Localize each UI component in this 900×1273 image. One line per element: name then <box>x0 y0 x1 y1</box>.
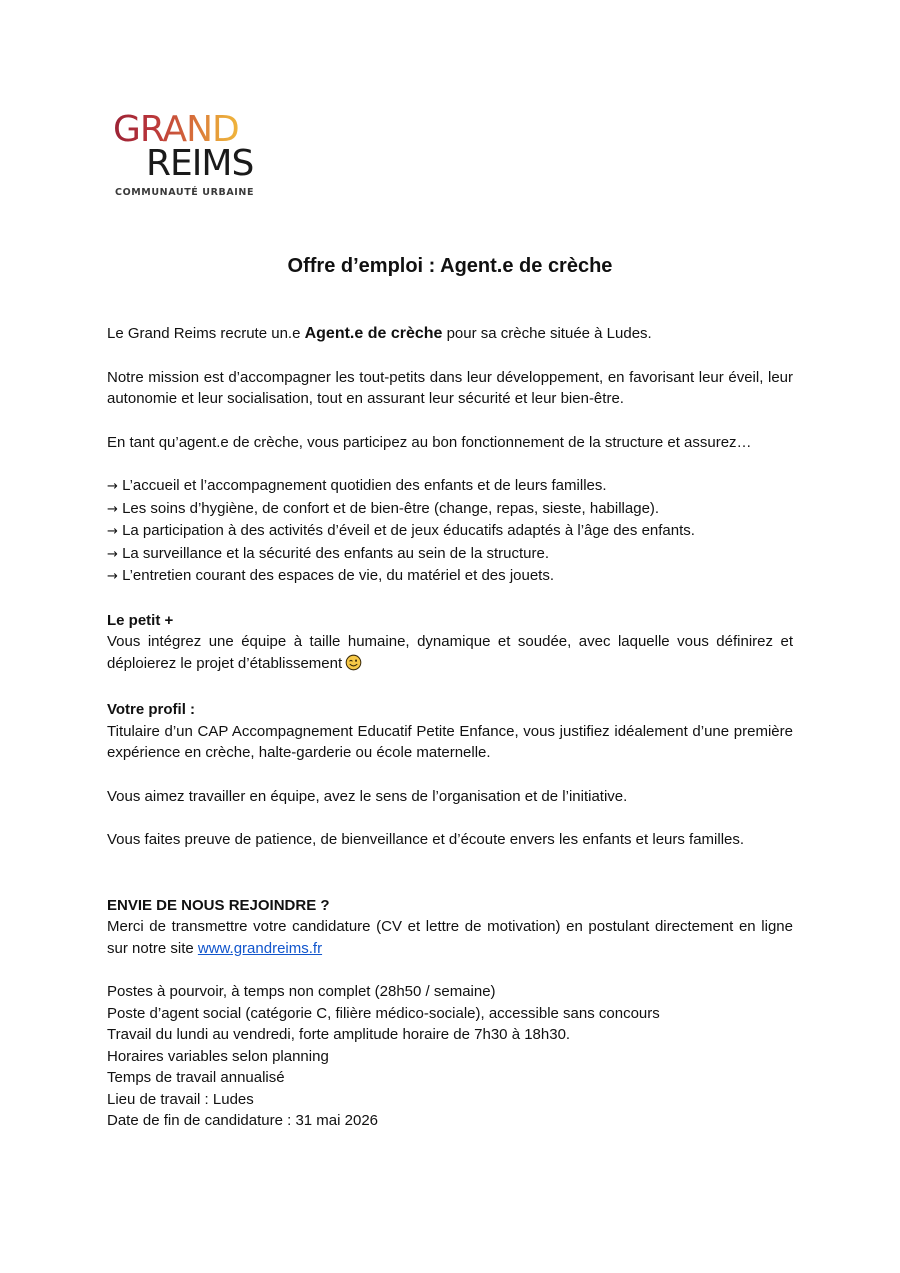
apply-paragraph <box>107 916 793 959</box>
task-item <box>107 520 793 543</box>
logo-grand-text: GRAND <box>113 109 239 150</box>
apply-heading: ENVIE DE NOUS REJOINDRE ? <box>107 896 330 914</box>
wink-emoji-icon <box>345 654 362 678</box>
detail-item: Poste d’agent social (catégorie C, filière médico-sociale), accessible sans concours <box>107 1004 660 1022</box>
offer-body <box>107 323 793 1132</box>
plus-heading: Le petit + <box>107 611 174 629</box>
page-title: Offre d’emploi : Agent.e de crèche <box>287 255 613 277</box>
detail-item: Lieu de travail : Ludes <box>107 1090 254 1108</box>
website-link[interactable]: www.grandreims.fr <box>197 939 323 957</box>
detail-item: Postes à pourvoir, à temps non complet (28h50 / semaine) <box>107 983 496 1000</box>
task-item <box>107 475 793 498</box>
task-text: La participation à des activités d’éveil et de jeux éducatifs adaptés à l’âge des enfants. <box>122 522 695 539</box>
task-text: L’entretien courant des espaces de vie, du matériel et des jouets. <box>122 567 555 584</box>
arrow-right-icon: → <box>107 546 118 562</box>
arrow-right-icon: → <box>107 569 118 584</box>
intro-job-title: Agent.e de crèche <box>304 325 443 342</box>
apply-text: Merci de transmettre votre candidature (CV et lettre de motivation) en postulant directement en ligne sur notre site <box>107 918 793 957</box>
task-item <box>107 543 793 566</box>
arrow-right-icon: → <box>107 501 118 517</box>
tasks-list <box>107 475 793 588</box>
mission-paragraph: Notre mission est d’accompagner les tout-petits dans leur développement, en favorisant leur éveil, leur autonomie et leur socialisation, tout en assurant leur sécurité et leur bien-être. <box>107 368 793 407</box>
details-list <box>107 981 793 1132</box>
detail-item: Horaires variables selon planning <box>107 1047 329 1065</box>
task-text: La surveillance et la sécurité des enfants au sein de la structure. <box>122 544 549 562</box>
logo-reims-text: REIMS <box>146 143 254 184</box>
detail-item: Date de fin de candidature : 31 mai 2026 <box>107 1112 379 1129</box>
task-text: L’accueil et l’accompagnement quotidien des enfants et de leurs familles. <box>122 477 607 494</box>
detail-item: Travail du lundi au vendredi, forte amplitude horaire de 7h30 à 18h30. <box>107 1026 571 1043</box>
profile-heading: Votre profil : <box>107 701 196 718</box>
patience-paragraph: Vous faites preuve de patience, de bienveillance et d’écoute envers les enfants et leurs familles. <box>107 831 745 848</box>
profile-paragraph: Titulaire d’un CAP Accompagnement Educatif Petite Enfance, vous justifiez idéalement d’une première expérience en crèche, halte-garderie ou école maternelle. <box>107 722 793 761</box>
task-item <box>107 565 793 588</box>
arrow-right-icon: → <box>107 524 118 539</box>
logo-subtitle: COMMUNAUTÉ URBAINE <box>115 187 255 198</box>
arrow-right-icon: → <box>107 479 118 494</box>
task-text: Les soins d’hygiène, de confort et de bien-être (change, repas, sieste, habillage). <box>122 499 660 517</box>
plus-paragraph <box>107 631 793 677</box>
intro-before: Le Grand Reims recrute un.e <box>107 325 305 342</box>
grand-reims-logo <box>113 109 273 202</box>
intro-after: pour sa crèche située à Ludes. <box>442 325 652 342</box>
task-item <box>107 498 793 521</box>
plus-text: Vous intégrez une équipe à taille humaine, dynamique et soudée, avec laquelle vous définirez et déploierez le projet d’établissement <box>107 633 793 672</box>
teamwork-paragraph: Vous aimez travailler en équipe, avez le sens de l’organisation et de l’initiative. <box>107 787 628 805</box>
intro-paragraph <box>107 323 793 345</box>
detail-item: Temps de travail annualisé <box>107 1069 285 1086</box>
role-intro-paragraph: En tant qu’agent.e de crèche, vous participez au bon fonctionnement de la structure et assurez… <box>107 433 752 451</box>
